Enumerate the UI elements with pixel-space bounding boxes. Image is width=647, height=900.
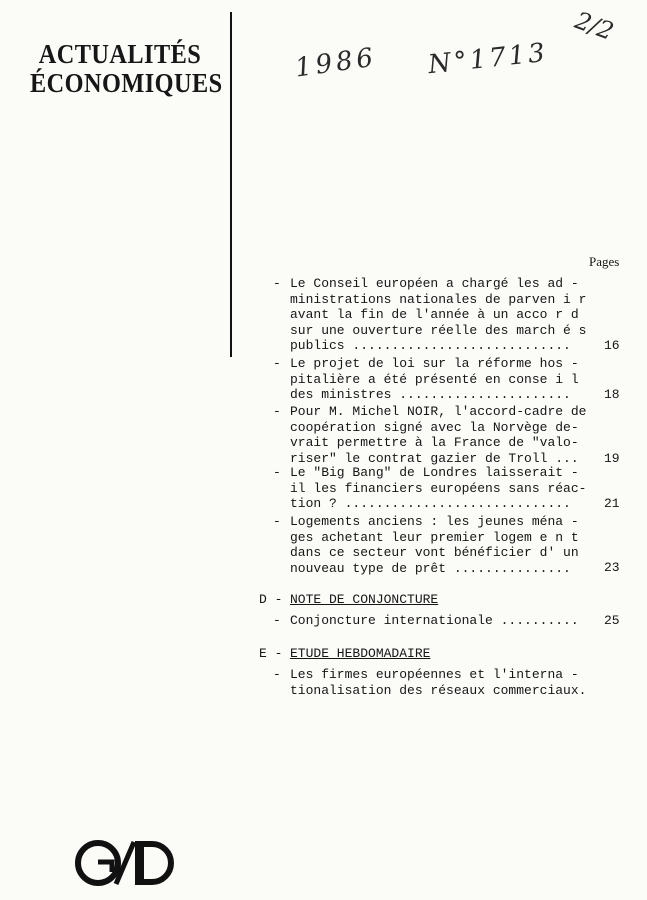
toc-entry xyxy=(273,276,587,354)
gd-logo xyxy=(72,838,182,893)
entry-line: Le "Big Bang" de Londres laisserait - xyxy=(290,465,579,480)
page-number: 16 xyxy=(604,338,620,353)
page-number: 18 xyxy=(604,387,620,402)
entry-dash: - xyxy=(273,465,281,480)
masthead xyxy=(30,39,223,98)
entry-line: riser" le contrat gazier de Troll ... xyxy=(290,450,579,466)
section-letter: E - xyxy=(259,646,283,661)
handwritten-number: N°1713 xyxy=(426,37,550,81)
entry-dash: - xyxy=(273,276,281,291)
toc-entry xyxy=(273,514,579,576)
entry-line: Pour M. Michel NOIR, l'accord-cadre de xyxy=(290,404,587,419)
entry-line: Le Conseil européen a chargé les ad - xyxy=(290,276,579,291)
section-letter: D - xyxy=(259,592,283,607)
entry-line: vrait permettre à la France de "valo- xyxy=(290,435,579,450)
page-number: 25 xyxy=(604,613,620,628)
entry-line: avant la fin de l'année à un acco r d xyxy=(290,307,579,322)
section-title: NOTE DE CONJONCTURE xyxy=(290,592,439,607)
entry-line: des ministres ...................... xyxy=(290,387,571,402)
pages-header: Pages xyxy=(589,254,620,269)
entry-line: pitalière a été présenté en conse i l xyxy=(290,371,579,387)
entry-line: Les firmes européennes et l'interna - xyxy=(290,667,579,682)
masthead-line-2: ÉCONOMIQUES xyxy=(30,68,223,98)
toc-entry xyxy=(273,613,579,629)
entry-line: nouveau type de prêt ............... xyxy=(290,560,571,576)
entry-dash: - xyxy=(273,356,281,371)
toc-entry xyxy=(273,667,587,698)
entry-line: tionalisation des réseaux commerciaux. xyxy=(290,682,587,698)
entry-dash: - xyxy=(273,514,281,529)
entry-line: tion ? ............................. xyxy=(290,496,571,511)
entry-line: sur une ouverture réelle des march é s xyxy=(290,322,587,338)
page-number: 19 xyxy=(604,451,620,466)
entry-line: publics ............................ xyxy=(290,338,571,353)
page-number: 21 xyxy=(604,496,620,511)
entry-line: Logements anciens : les jeunes ména - xyxy=(290,514,579,529)
page-number: 23 xyxy=(604,560,620,575)
toc-entry xyxy=(273,356,579,403)
toc-entry xyxy=(273,404,587,466)
entry-line: Le projet de loi sur la réforme hos - xyxy=(290,356,579,371)
entry-line: Conjoncture internationale .......... xyxy=(290,613,579,628)
entry-line: coopération signé avec la Norvège de- xyxy=(290,419,579,435)
vertical-rule xyxy=(230,12,232,357)
entry-line: ministrations nationales de parven i r xyxy=(290,291,587,307)
entry-line: il les financiers européens sans réac- xyxy=(290,480,587,496)
toc-entry xyxy=(273,465,587,512)
handwritten-year: 1986 xyxy=(293,42,379,84)
entry-dash: - xyxy=(273,404,281,419)
entry-line: dans ce secteur vont bénéficier d' un xyxy=(290,545,579,560)
entry-line: ges achetant leur premier logem e n t xyxy=(290,529,579,545)
section-title: ETUDE HEBDOMADAIRE xyxy=(290,646,431,661)
entry-dash: - xyxy=(273,613,281,628)
handwritten-page: 2/2 xyxy=(571,6,618,46)
masthead-line-1: ACTUALITÉS xyxy=(38,39,202,69)
entry-dash: - xyxy=(273,667,281,682)
